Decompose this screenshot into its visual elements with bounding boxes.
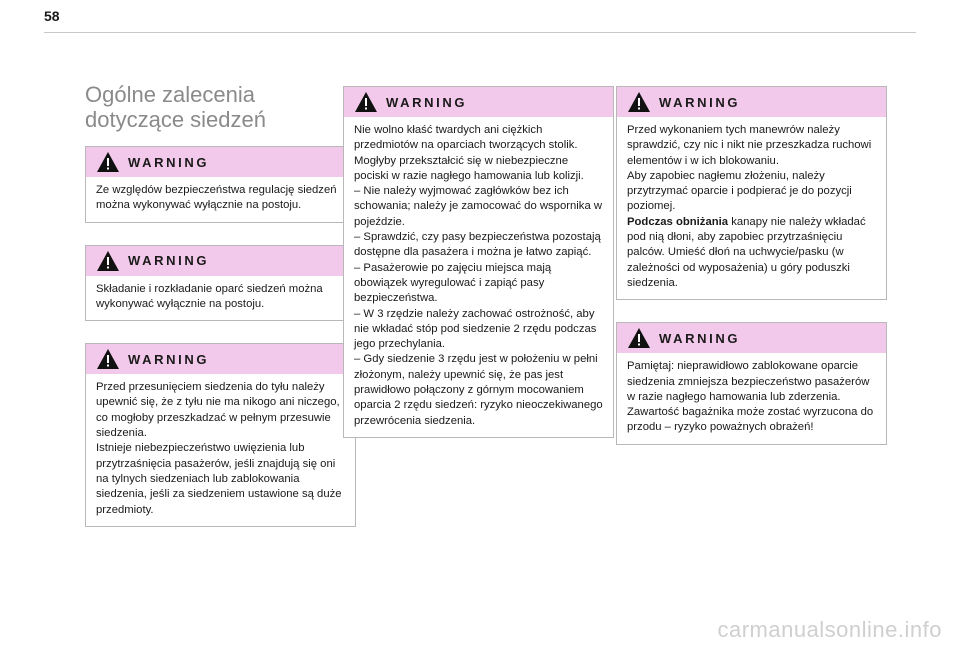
column-1 [85,82,356,549]
bold-lead: Podczas obniżania [627,215,729,228]
warning-paragraph: Składanie i rozkładanie oparć siedzeń można wykonywać wyłącznie na postoju. [96,282,323,310]
warning-paragraph: Przed wykonaniem tych manewrów należy sprawdzić, czy nic i nikt nie przeszkadza ruchowi elementów i w ich blokowaniu. [627,124,872,167]
warning-triangle-icon [96,348,120,370]
page-number: 58 [44,8,60,24]
watermark: carmanualsonline.info [717,617,942,642]
warning-paragraph: Istnieje niebezpieczeństwo uwięzienia lub przytrzaśnięcia pasażerów, jeśli znajdują się oni na tylnych siedzeniach lub zablokowania siedzenia, jeśli za siedzeniem ustawione są duże przedmioty. [96,442,342,516]
warning-box-5 [616,86,887,300]
warning-header [86,147,355,177]
warning-label: WARNING [386,94,468,110]
warning-paragraph [627,215,876,291]
warning-text [86,276,355,321]
warning-triangle-icon [96,250,120,272]
warning-text [344,117,613,437]
warning-triangle-icon [96,151,120,173]
warning-header [617,87,886,117]
warning-label: WARNING [128,351,210,367]
column-3 [616,86,887,467]
warning-paragraph: Zawartość bagażnika może zostać wyrzucona do przodu – ryzyko poważnych obrażeń! [627,406,874,434]
warning-text [86,374,355,526]
warning-paragraph: Przed przesunięciem siedzenia do tyłu należy upewnić się, że z tyłu nie ma nikogo ani niczego, co mogłoby przeszkadzać w pełnym przesuwie siedzenia. [96,381,340,440]
warning-box-4 [343,86,614,438]
warning-text [617,117,886,299]
warning-paragraph: Ze względów bezpieczeństwa regulację siedzeń można wykonywać wyłącznie na postoju. [96,184,337,212]
warning-label: WARNING [659,330,741,346]
section-title: Ogólne zalecenia dotyczące siedzeń [85,82,266,132]
warning-triangle-icon [627,327,651,349]
warning-paragraph: – Gdy siedzenie 3 rzędu jest w położeniu w pełni złożonym, należy upewnić się, że pas jest prawidłowo połączony z górnym mocowaniem oparcia 2 rzędu siedzeń: ryzyko nieoczekiwanego przewrócenia siedzenia. [354,353,603,427]
warning-text [617,353,886,443]
warning-header [344,87,613,117]
warning-triangle-icon [354,91,378,113]
top-divider [44,32,916,33]
warning-paragraph: – W 3 rzędzie należy zachować ostrożność, aby nie wkładać stóp pod siedzenie 2 rzędu podczas jego przechylania. [354,307,597,351]
warning-label: WARNING [128,154,210,170]
warning-label: WARNING [659,94,741,110]
warning-paragraph: Nie wolno kłaść twardych ani ciężkich przedmiotów na oparciach tworzących stolik. Mogłyby przekształcić się w niebezpieczne pociski w razie nagłego hamowania lub kolizji. [354,124,584,182]
warning-text [86,177,355,222]
warning-box-3 [85,343,356,527]
warning-paragraph: Aby zapobiec nagłemu złożeniu, należy przytrzymać oparcie i podpierać je do pozycji poziomej. [627,169,852,213]
column-2 [343,86,614,460]
warning-paragraph: – Pasażerowie po zajęciu miejsca mają obowiązek wyregulować i zapiąć pasy bezpieczeństwa. [354,261,552,305]
warning-box-2 [85,245,356,322]
warning-header [86,246,355,276]
bold-rest: kanapy nie należy wkładać pod nią dłoni, aby zapobiec przytrzaśnięciu palców. Umieść dłoń na uchwycie/pasku (w zależności od wyposażenia) u góry poduszki siedzenia. [627,215,866,289]
warning-paragraph: – Sprawdzić, czy pasy bezpieczeństwa pozostają dostępne dla pasażera i można je łatwo zapiąć. [354,231,601,259]
warning-label: WARNING [128,253,210,269]
warning-paragraph: – Nie należy wyjmować zagłówków bez ich schowania; należy je zamocować do wspornika w pojeździe. [354,185,603,228]
warning-header [86,344,355,374]
warning-paragraph: Pamiętaj: nieprawidłowo zablokowane oparcie siedzenia zmniejsza bezpieczeństwo pasażerów w razie nagłego hamowania lub zderzenia. [627,360,870,403]
warning-box-6 [616,322,887,444]
warning-triangle-icon [627,91,651,113]
warning-box-1 [85,146,356,223]
warning-header [617,323,886,353]
